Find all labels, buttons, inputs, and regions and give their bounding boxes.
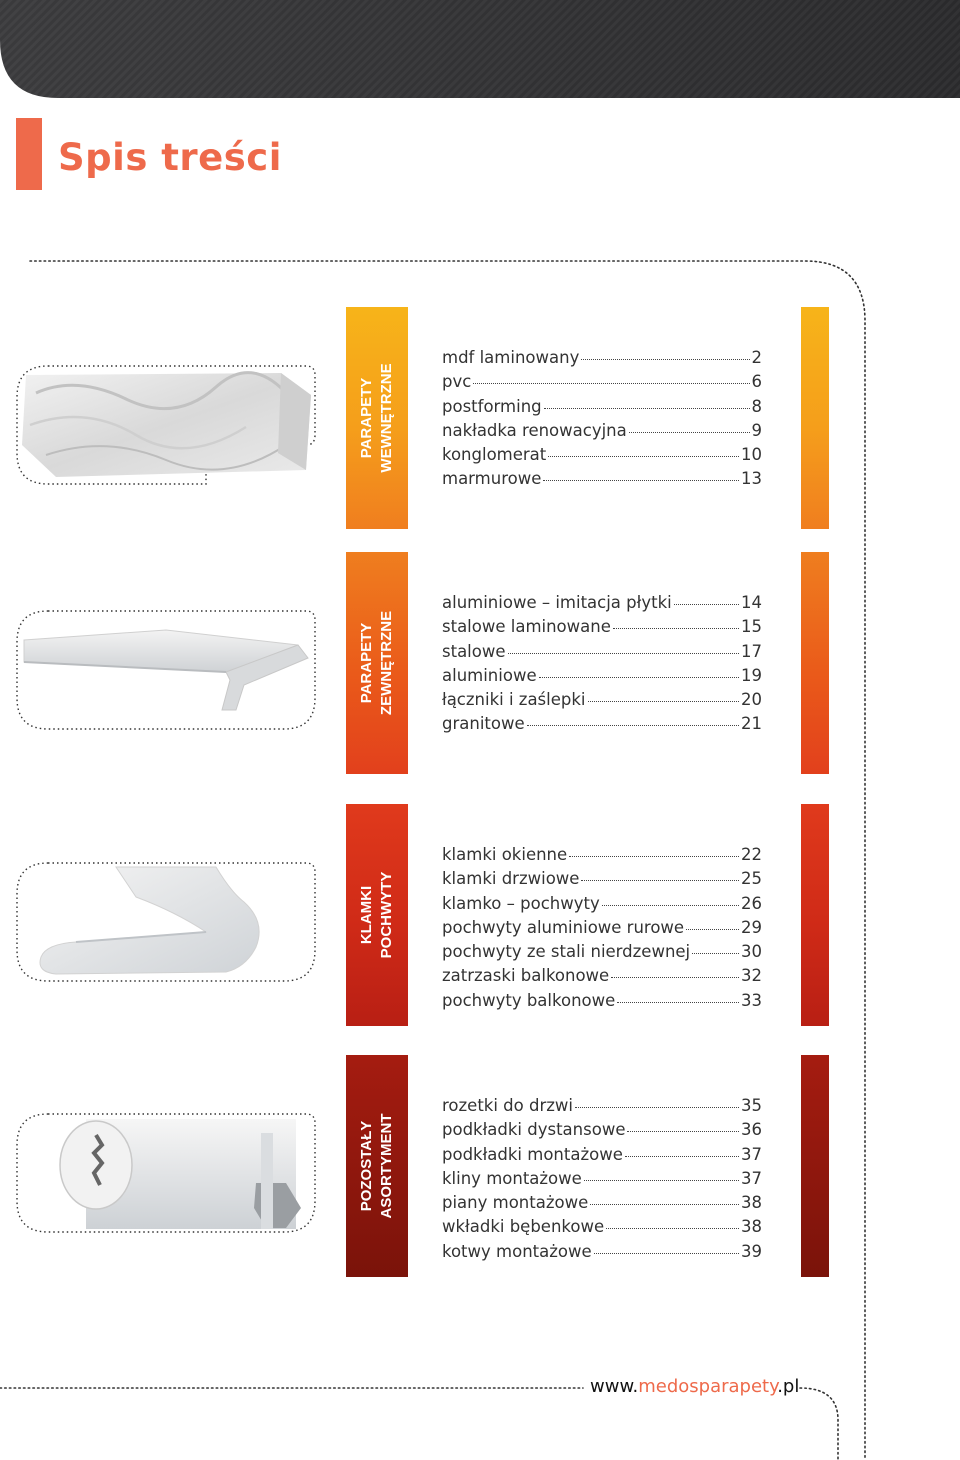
toc-item[interactable]: kotwy montażowe 39	[442, 1241, 762, 1261]
toc-item[interactable]: rozetki do drzwi 35	[442, 1096, 762, 1115]
side-color-bar	[801, 307, 829, 529]
toc-item[interactable]: mdf laminowany 2	[442, 348, 762, 367]
website-url-link[interactable]: www.medosparapety.pl	[590, 1376, 800, 1397]
tab-pozostaly-asortyment: POZOSTAŁY ASORTYMENT	[346, 1055, 408, 1277]
toc-item[interactable]: aluminiowe – imitacja płytki 14	[442, 593, 762, 612]
product-image-aluminium-sill	[16, 610, 316, 730]
toc-item[interactable]: marmurowe 13	[442, 469, 762, 489]
tab-parapety-zewnetrzne: PARAPETY ZEWNĘTRZNE	[346, 552, 408, 774]
product-image-handle	[16, 862, 316, 982]
section-parapety-wewnetrzne	[0, 307, 960, 529]
toc-item[interactable]: aluminiowe 19	[442, 665, 762, 685]
toc-item[interactable]: kliny montażowe 37	[442, 1168, 762, 1188]
toc-item[interactable]: pochwyty balkonowe 33	[442, 990, 762, 1010]
toc-item[interactable]: postforming 8	[442, 396, 762, 416]
toc-item[interactable]: zatrzaski balkonowe 32	[442, 966, 762, 986]
toc-item[interactable]: pochwyty ze stali nierdzewnej 30	[442, 942, 762, 962]
side-color-bar	[801, 804, 829, 1026]
product-image-marble-sill	[16, 365, 316, 485]
toc-item[interactable]: stalowe 17	[442, 641, 762, 661]
toc-item[interactable]: stalowe laminowane 15	[442, 617, 762, 637]
toc-item[interactable]: piany montażowe 38	[442, 1193, 762, 1213]
toc-item[interactable]: łączniki i zaślepki 20	[442, 690, 762, 710]
toc-item[interactable]: podkładki montażowe 37	[442, 1144, 762, 1164]
toc-item[interactable]: nakładka renowacyjna 9	[442, 420, 762, 440]
toc-item[interactable]: wkładki bębenkowe 38	[442, 1217, 762, 1237]
page-title: Spis treści	[58, 136, 282, 179]
toc-item[interactable]: pvc 6	[442, 372, 762, 392]
product-image-lock-cylinder	[16, 1113, 316, 1233]
toc-item[interactable]: klamko – pochwyty 26	[442, 893, 762, 913]
toc-item[interactable]: klamki okienne 22	[442, 845, 762, 864]
toc-list-parapety-zewnetrzne	[442, 593, 762, 739]
section-parapety-zewnetrzne	[0, 552, 960, 774]
toc-list-parapety-wewnetrzne	[442, 348, 762, 494]
toc-item[interactable]: podkładki dystansowe 36	[442, 1120, 762, 1140]
tab-parapety-wewnetrzne: PARAPETY WEWNĘTRZNE	[346, 307, 408, 529]
section-klamki-pochwyty	[0, 804, 960, 1026]
section-pozostaly-asortyment	[0, 1055, 960, 1277]
side-color-bar	[801, 1055, 829, 1277]
toc-item[interactable]: pochwyty aluminiowe rurowe 29	[442, 917, 762, 937]
toc-item[interactable]: konglomerat 10	[442, 445, 762, 465]
side-color-bar	[801, 552, 829, 774]
toc-item[interactable]: klamki drzwiowe 25	[442, 869, 762, 889]
toc-list-klamki-pochwyty	[442, 845, 762, 1015]
toc-item[interactable]: granitowe 21	[442, 714, 762, 734]
toc-list-pozostaly-asortyment	[442, 1096, 762, 1266]
tab-klamki-pochwyty: KLAMKI POCHWYTY	[346, 804, 408, 1026]
